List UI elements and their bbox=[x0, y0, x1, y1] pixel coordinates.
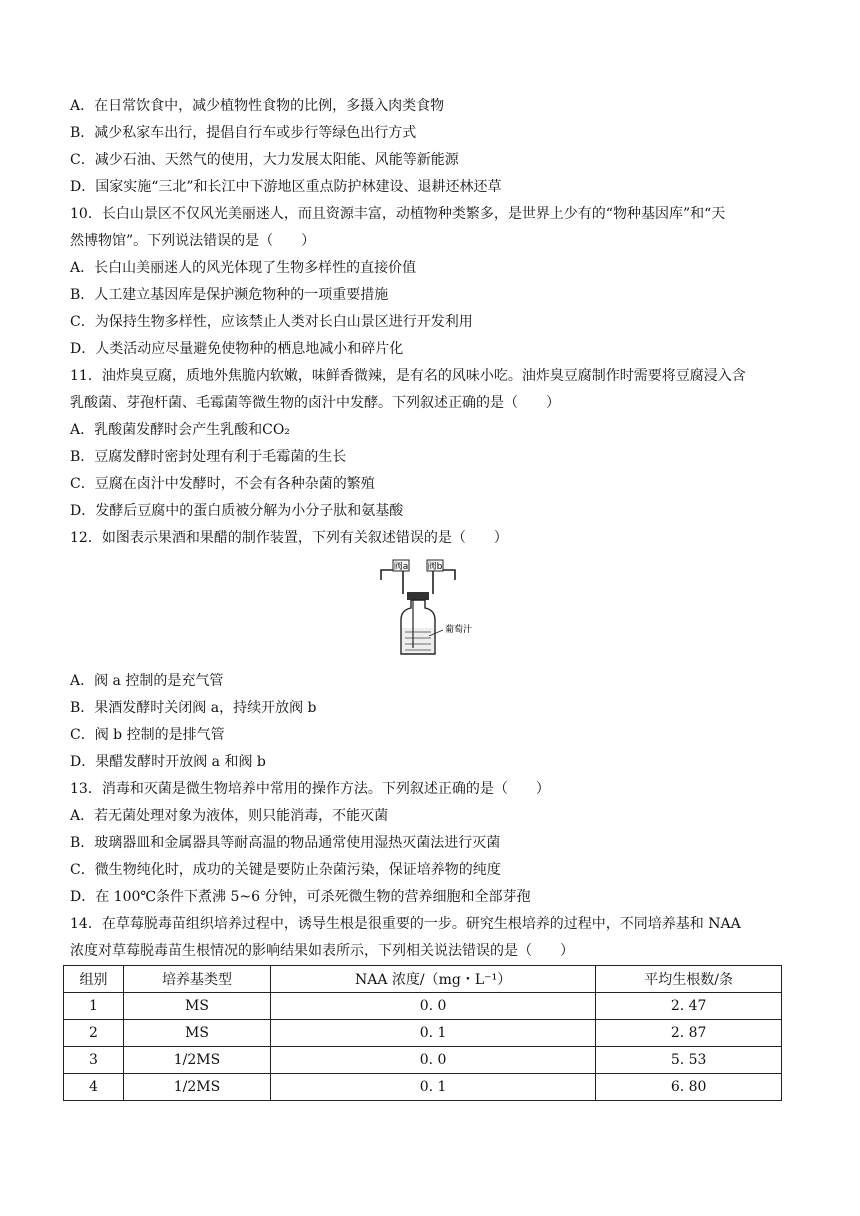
table-cell: MS bbox=[124, 993, 271, 1020]
table-cell: MS bbox=[124, 1020, 271, 1047]
q9-option-d: D．国家实施“三北”和长江中下游地区重点防护林建设、退耕还林还草 bbox=[70, 179, 502, 195]
fermentation-apparatus-diagram bbox=[373, 558, 488, 660]
q9-option-a: A．在日常饮食中，减少植物性食物的比例，多摄入肉类食物 bbox=[70, 98, 445, 114]
q14-stem-line2: 浓度对草莓脱毒苗生根情况的影响结果如表所示，下列相关说法错误的是（ ） bbox=[70, 943, 574, 959]
table-row bbox=[64, 1074, 782, 1101]
header-average-root-count: 平均生根数/条 bbox=[596, 966, 782, 993]
q10-option-b: B．人工建立基因库是保护濒危物种的一项重要措施 bbox=[70, 287, 389, 303]
q10-option-a: A．长白山美丽迷人的风光体现了生物多样性的直接价值 bbox=[70, 260, 417, 276]
table-cell: 0. 1 bbox=[270, 1020, 595, 1047]
q11-option-a: A．乳酸菌发酵时会产生乳酸和CO₂ bbox=[70, 422, 290, 438]
table-cell: 1/2MS bbox=[124, 1074, 271, 1101]
table-row bbox=[64, 993, 782, 1020]
q10-stem-line1: 10．长白山景区不仅风光美丽迷人，而且资源丰富，动植物种类繁多，是世界上少有的“物种基因库”和“天 bbox=[70, 206, 726, 222]
q13-option-a: A．若无菌处理对象为液体，则只能消毒，不能灭菌 bbox=[70, 808, 389, 824]
q13-option-b: B．玻璃器皿和金属器具等耐高温的物品通常使用湿热灭菌法进行灭菌 bbox=[70, 835, 501, 851]
table-cell: 1/2MS bbox=[124, 1047, 271, 1074]
q10-stem-line2: 然博物馆”。下列说法错误的是（ ） bbox=[70, 233, 316, 249]
q11-stem-line1: 11．油炸臭豆腐，质地外焦脆内软嫩，味鲜香微辣，是有名的风味小吃。油炸臭豆腐制作时需要将豆腐浸入含 bbox=[70, 368, 746, 384]
q10-option-d: D．人类活动应尽量避免使物种的栖息地减小和碎片化 bbox=[70, 341, 404, 357]
header-naa-concentration: NAA 浓度/（mg・L⁻¹） bbox=[270, 966, 595, 993]
q11-option-c: C．豆腐在卤汁中发酵时，不会有各种杂菌的繁殖 bbox=[70, 476, 375, 492]
grape-juice-label: 葡萄汁 bbox=[445, 625, 473, 635]
table-row bbox=[64, 1047, 782, 1074]
q12-option-b: B．果酒发酵时关闭阀 a，持续开放阀 b bbox=[70, 700, 317, 716]
q13-stem: 13．消毒和灭菌是微生物培养中常用的操作方法。下列叙述正确的是（ ） bbox=[70, 781, 550, 797]
q14-stem-line1: 14．在草莓脱毒苗组织培养过程中，诱导生根是很重要的一步。研究生根培养的过程中，不同培养基和 NAA bbox=[70, 916, 741, 932]
rooting-results-table bbox=[63, 965, 782, 1101]
valve-a-label: 阀a bbox=[393, 562, 409, 572]
table-cell: 1 bbox=[64, 993, 124, 1020]
table-cell: 6. 80 bbox=[596, 1074, 782, 1101]
q13-option-d: D．在 100℃条件下煮沸 5~6 分钟，可杀死微生物的营养细胞和全部芽孢 bbox=[70, 889, 531, 905]
table-cell: 2 bbox=[64, 1020, 124, 1047]
table-row bbox=[64, 1020, 782, 1047]
table-cell: 3 bbox=[64, 1047, 124, 1074]
q13-option-c: C．微生物纯化时，成功的关键是要防止杂菌污染，保证培养物的纯度 bbox=[70, 862, 501, 878]
table-cell: 4 bbox=[64, 1074, 124, 1101]
header-medium-type: 培养基类型 bbox=[124, 966, 271, 993]
table-cell: 0. 0 bbox=[270, 1047, 595, 1074]
q12-option-a: A．阀 a 控制的是充气管 bbox=[70, 673, 224, 689]
q12-stem: 12．如图表示果酒和果醋的制作装置，下列有关叙述错误的是（ ） bbox=[70, 530, 508, 546]
q11-option-b: B．豆腐发酵时密封处理有利于毛霉菌的生长 bbox=[70, 449, 347, 465]
q9-option-c: C．减少石油、天然气的使用，大力发展太阳能、风能等新能源 bbox=[70, 152, 459, 168]
q12-option-d: D．果醋发酵时开放阀 a 和阀 b bbox=[70, 754, 266, 770]
table-cell: 2. 87 bbox=[596, 1020, 782, 1047]
q9-option-b: B．减少私家车出行，提倡自行车或步行等绿色出行方式 bbox=[70, 125, 417, 141]
table-header-row bbox=[64, 966, 782, 993]
q12-option-c: C．阀 b 控制的是排气管 bbox=[70, 727, 225, 743]
q10-option-c: C．为保持生物多样性，应该禁止人类对长白山景区进行开发利用 bbox=[70, 314, 473, 330]
table-cell: 5. 53 bbox=[596, 1047, 782, 1074]
header-group: 组别 bbox=[64, 966, 124, 993]
table-cell: 0. 1 bbox=[270, 1074, 595, 1101]
q11-stem-line2: 乳酸菌、芽孢杆菌、毛霉菌等微生物的卤汁中发酵。下列叙述正确的是（ ） bbox=[70, 395, 560, 411]
table-cell: 2. 47 bbox=[596, 993, 782, 1020]
table-cell: 0. 0 bbox=[270, 993, 595, 1020]
q11-option-d: D．发酵后豆腐中的蛋白质被分解为小分子肽和氨基酸 bbox=[70, 503, 404, 519]
valve-b-label: 阀b bbox=[427, 562, 443, 572]
